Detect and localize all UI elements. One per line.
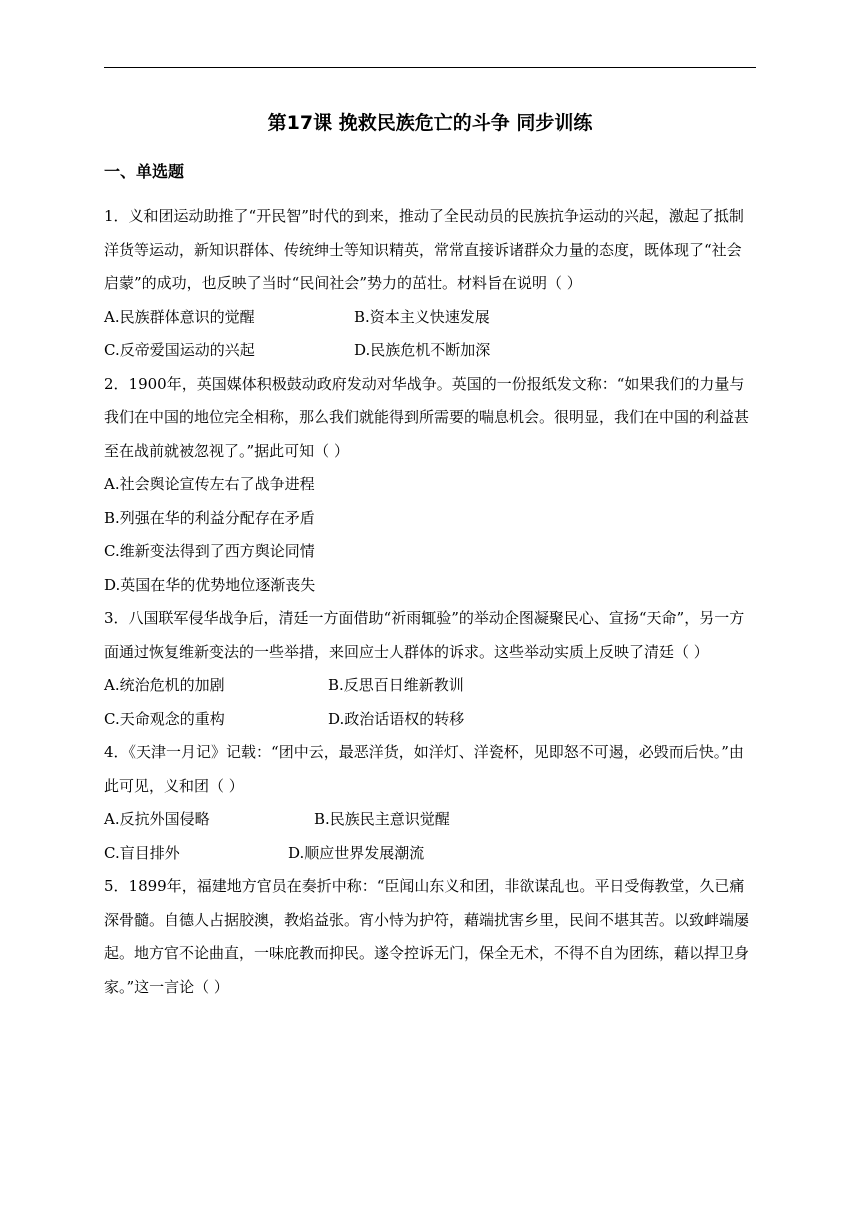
option-row [104, 703, 754, 737]
question-4 [104, 736, 754, 870]
question-1 [104, 200, 754, 368]
section-heading: 一、单选题 [104, 162, 185, 181]
option-row [104, 803, 754, 837]
question-list [104, 200, 754, 1004]
option-row [104, 301, 754, 335]
question-stem: 1．义和团运动助推了“开民智”时代的到来，推动了全民动员的民族抗争运动的兴起，激起了抵制洋货等运动，新知识群体、传统绅士等知识精英，常常直接诉诸群众力量的态度，既体现了“社会启蒙”的成功，也反映了当时“民间社会”势力的茁壮。材料旨在说明（ ） [104, 207, 744, 292]
question-5 [104, 870, 754, 1004]
option-b[interactable]: B.资本主义快速发展 [354, 307, 490, 326]
option-row [104, 334, 754, 368]
option-b[interactable]: B.列强在华的利益分配存在矛盾 [104, 508, 315, 527]
question-2 [104, 368, 754, 603]
option-c[interactable]: C.反帝爱国运动的兴起 [104, 341, 255, 359]
option-b[interactable]: B.反思百日维新教训 [328, 676, 464, 694]
option-d[interactable]: D.顺应世界发展潮流 [288, 843, 425, 862]
page-title: 第17课 挽救民族危亡的斗争 同步训练 [267, 112, 593, 134]
option-a[interactable]: A.民族群体意识的觉醒 [104, 307, 255, 326]
option-b[interactable]: B.民族民主意识觉醒 [314, 810, 450, 828]
option-c[interactable]: C.天命观念的重构 [104, 709, 225, 728]
question-stem: 2．1900年，英国媒体积极鼓动政府发动对华战争。英国的一份报纸发文称：“如果我们的力量与我们在中国的地位完全相称，那么我们就能得到所需要的喘息机会。很明显，我们在中国的利益甚至在战前就被忽视了。”据此可知（ ） [104, 374, 750, 460]
option-d[interactable]: D.政治话语权的转移 [328, 709, 465, 728]
option-row [104, 837, 754, 871]
question-3 [104, 602, 754, 736]
option-d[interactable]: D.民族危机不断加深 [354, 341, 491, 359]
question-stem: 5．1899年，福建地方官员在奏折中称：“臣闻山东义和团，非欲谋乱也。平日受侮教堂，久已痛深骨髓。自德人占据胶澳，教焰益张。宵小恃为护符，藉端扰害乡里，民间不堪其苦。以致衅端屡起。地方官不论曲直，一味庇教而抑民。遂令控诉无门，保全无术，不得不自为团练，藉以捍卫身家。”这一言论（ ） [104, 877, 750, 996]
option-a[interactable]: A.统治危机的加剧 [104, 676, 225, 694]
option-row [104, 669, 754, 703]
option-a[interactable]: A.反抗外国侵略 [104, 810, 210, 828]
option-a[interactable]: A.社会舆论宣传左右了战争进程 [104, 475, 315, 493]
option-c[interactable]: C.维新变法得到了西方舆论同情 [104, 542, 315, 560]
option-d[interactable]: D.英国在华的优势地位逐渐丧失 [104, 575, 316, 594]
header-rule [104, 67, 756, 68]
option-c[interactable]: C.盲目排外 [104, 843, 180, 862]
question-stem: 4．《天津一月记》记载：“团中云，最恶洋货，如洋灯、洋瓷杯，见即怒不可遏，必毁而后快。”由此可见，义和团（ ） [104, 743, 744, 795]
question-stem: 3．八国联军侵华战争后，清廷一方面借助“祈雨辄验”的举动企图凝聚民心、宣扬“天命”，另一方面通过恢复维新变法的一些举措，来回应士人群体的诉求。这些举动实质上反映了清廷（ ） [104, 609, 745, 661]
